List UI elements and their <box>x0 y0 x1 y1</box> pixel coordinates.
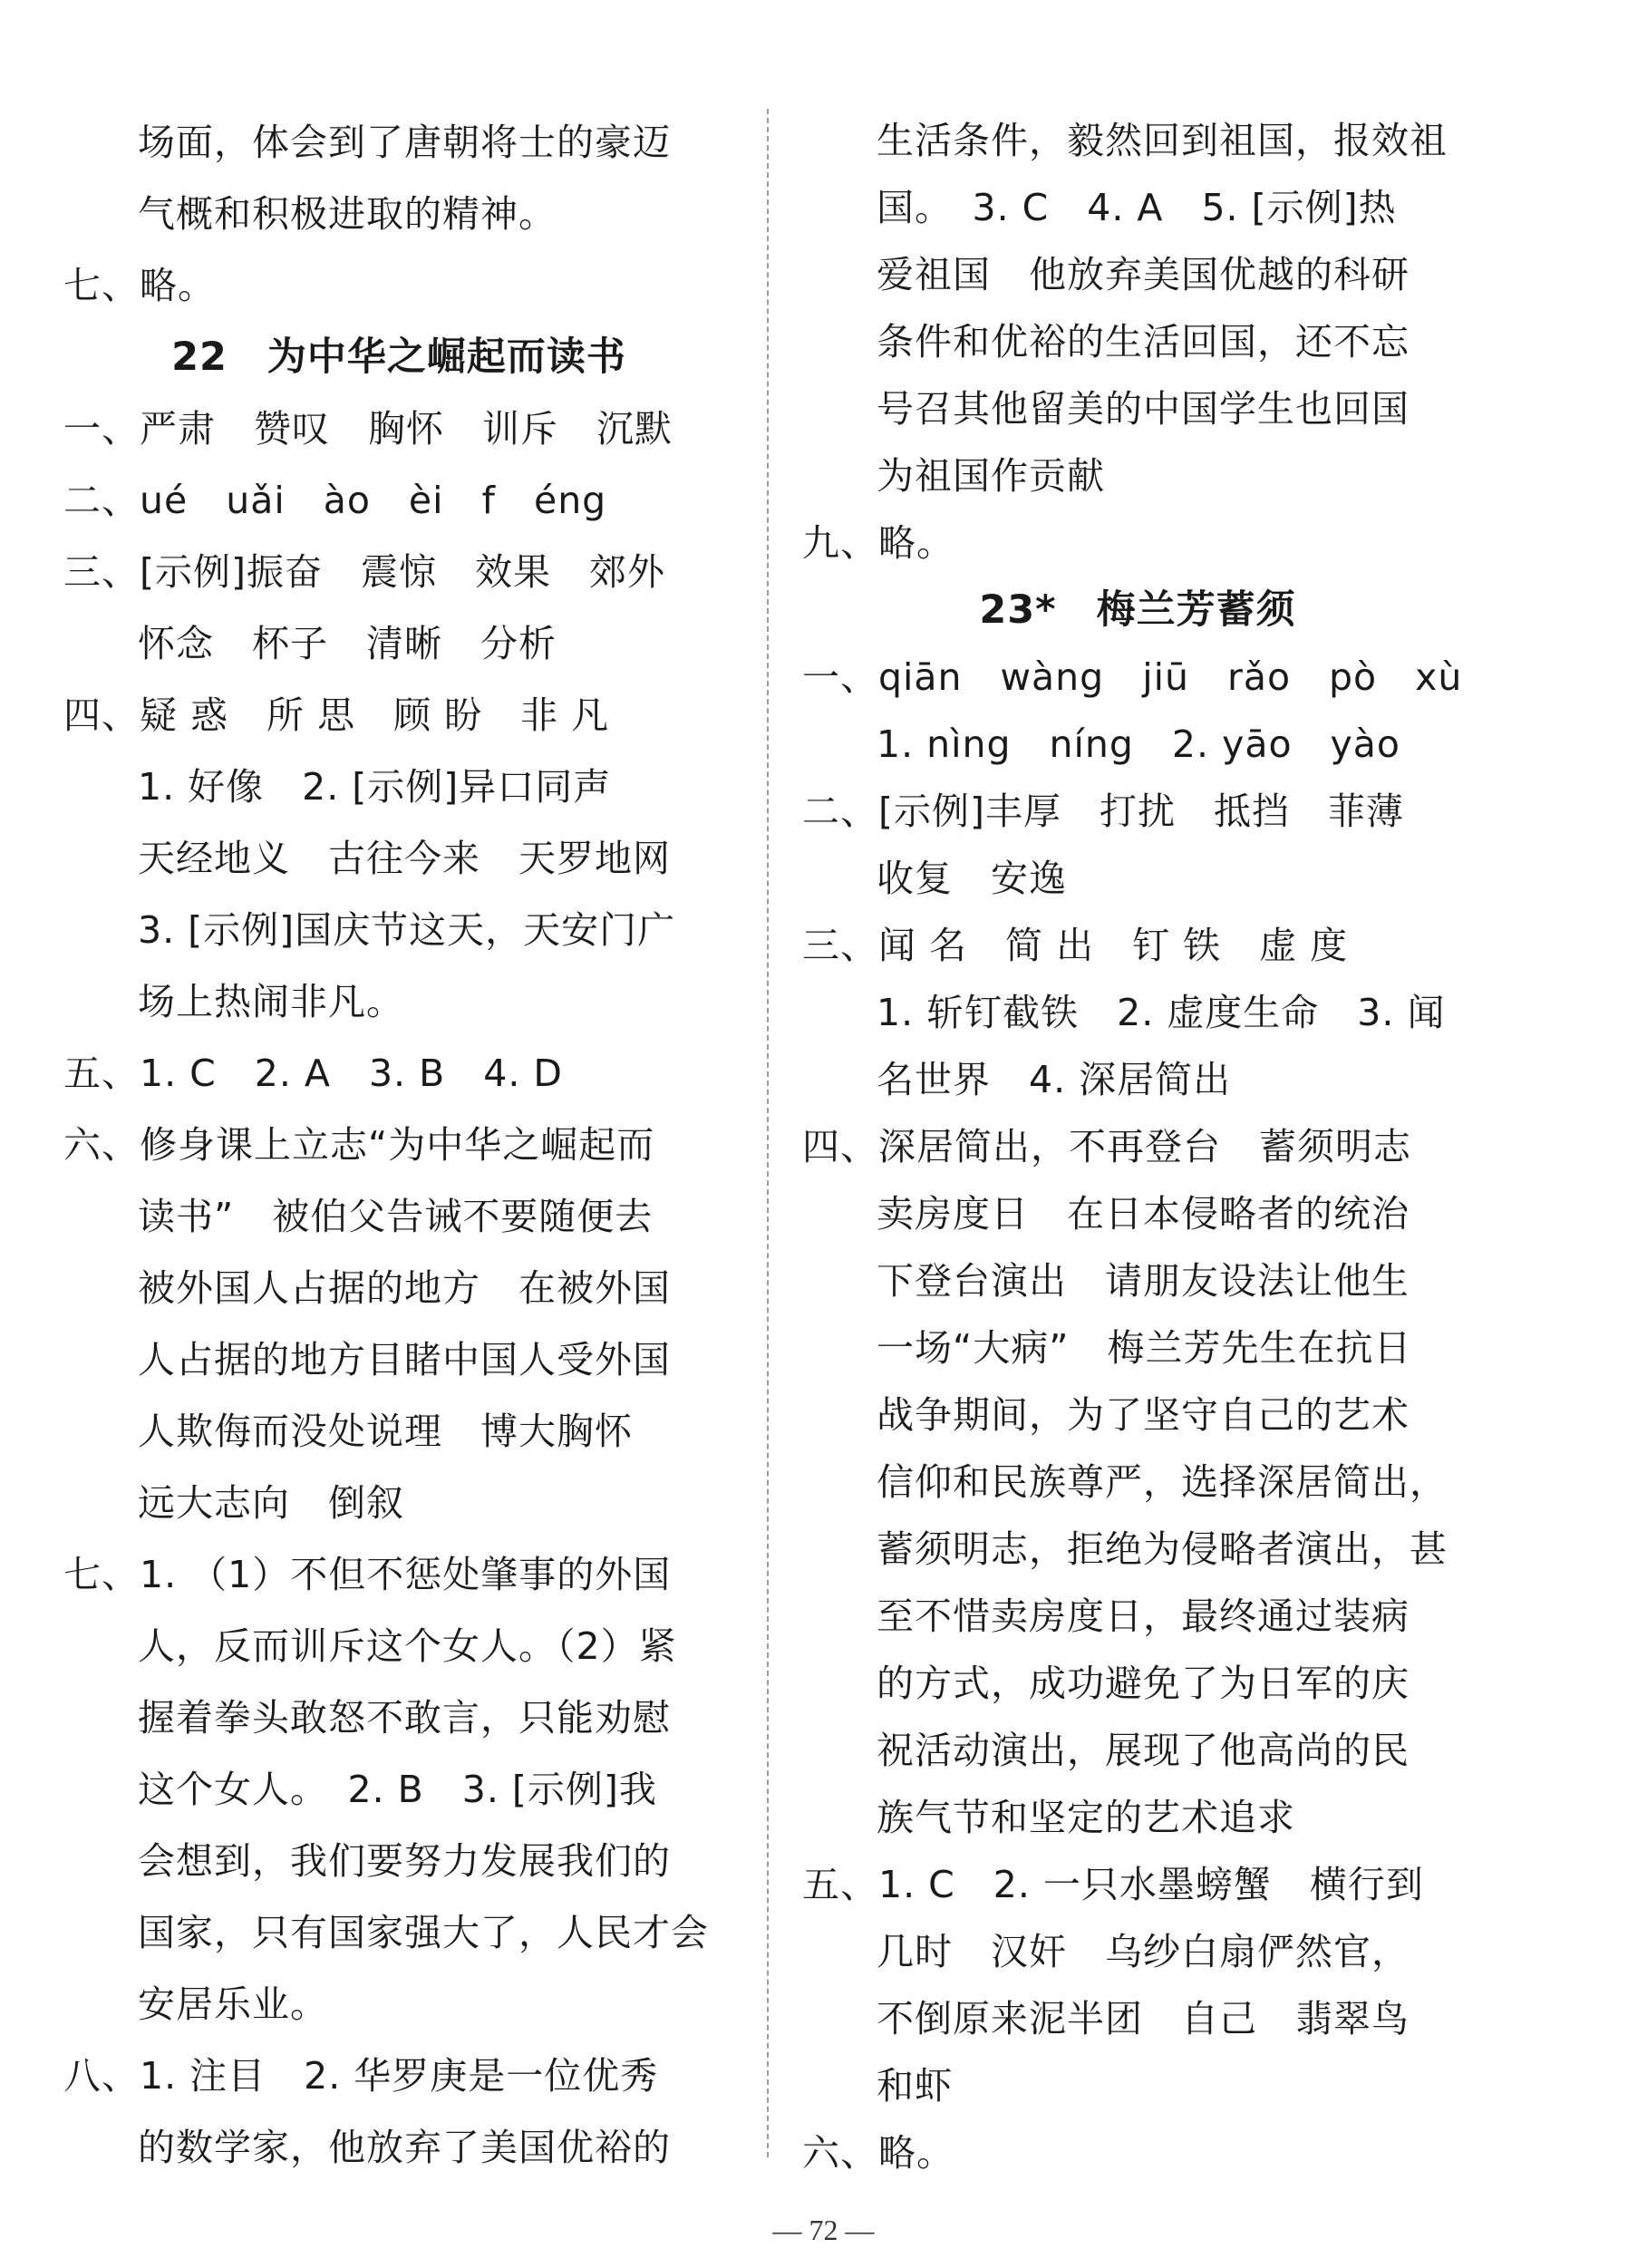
right-column <box>802 107 1473 2186</box>
text-line: 卖房度日 在日本侵略者的统治 <box>877 1192 1410 1236</box>
text-line: 名世界 4. 深居简出 <box>877 1058 1232 1101</box>
section-heading: 四、疑 惑 所 思 顾 盼 非 凡 <box>63 693 610 737</box>
text-line: 的数学家，他放弃了美国优裕的 <box>138 2126 671 2169</box>
text-line: 蓄须明志，拒绝为侵略者演出，甚 <box>877 1527 1448 1571</box>
text-line: 人欺侮而没处说理 博大胸怀 <box>138 1410 633 1453</box>
text-line: 生活条件，毅然回到祖国，报效祖 <box>877 119 1448 162</box>
text-line: 怀念 杯子 清晰 分析 <box>138 622 557 665</box>
text-line: 人，反而训斥这个女人。（2）紧 <box>138 1624 677 1668</box>
section-heading: 二、[示例]丰厚 打扰 抵挡 菲薄 <box>802 790 1404 833</box>
text-line: 读书” 被伯父告诫不要随便去 <box>138 1195 654 1238</box>
text-line: 号召其他留美的中国学生也回国 <box>877 387 1410 431</box>
text-line: 下登台演出 请朋友设法让他生 <box>877 1259 1410 1303</box>
text-line: 这个女人。 2. B 3. [示例]我 <box>138 1768 657 1811</box>
section-heading: 二、ué uǎi ào èi f éng <box>63 479 607 522</box>
text-line: 被外国人占据的地方 在被外国 <box>138 1266 671 1310</box>
text-line: 远大志向 倒叙 <box>138 1481 404 1525</box>
section-heading: 六、修身课上立志“为中华之崛起而 <box>63 1123 655 1167</box>
text-line: 1. 好像 2. [示例]异口同声 <box>138 765 612 809</box>
text-line: 至不惜卖房度日，最终通过装病 <box>877 1594 1410 1638</box>
lesson-title: 23* 梅兰芳蓄须 <box>979 587 1296 633</box>
text-line: 场上热闹非凡。 <box>138 980 404 1023</box>
lesson-title: 22 为中华之崛起而读书 <box>171 334 626 380</box>
section-heading: 五、1. C 2. A 3. B 4. D <box>63 1052 563 1095</box>
page-number: — 72 — <box>772 2214 875 2246</box>
text-line: 不倒原来泥半团 自己 翡翠鸟 <box>877 1997 1410 2040</box>
text-line: 国家，只有国家强大了，人民才会 <box>138 1911 709 1954</box>
section-heading: 七、1. （1）不但不惩处肇事的外国 <box>63 1553 672 1596</box>
text-line: 天经地义 古往今来 天罗地网 <box>138 837 671 880</box>
text-line: 几时 汉奸 乌纱白扇俨然官， <box>877 1930 1410 1973</box>
text-line: 爱祖国 他放弃美国优越的科研 <box>877 253 1410 296</box>
column-divider <box>767 109 769 2157</box>
text-line: 族气节和坚定的艺术追求 <box>877 1796 1295 1839</box>
text-line: 气概和积极进取的精神。 <box>138 192 557 236</box>
text-line: 3. [示例]国庆节这天，天安门广 <box>138 908 676 952</box>
text-line: 信仰和民族尊严，选择深居简出， <box>877 1460 1448 1504</box>
section-heading: 七、略。 <box>63 264 216 307</box>
text-line: 的方式，成功避免了为日军的庆 <box>877 1662 1410 1705</box>
text-line: 祝活动演出，展现了他高尚的民 <box>877 1729 1410 1772</box>
section-heading: 五、1. C 2. 一只水墨螃蟹 横行到 <box>802 1863 1424 1906</box>
text-line: 场面，体会到了唐朝将士的豪迈 <box>138 121 671 164</box>
text-line: 一场“大病” 梅兰芳先生在抗日 <box>877 1326 1412 1370</box>
text-line: 人占据的地方目睹中国人受外国 <box>138 1338 671 1381</box>
section-heading: 三、闻 名 简 出 钉 铁 虚 度 <box>802 924 1349 967</box>
section-heading: 四、深居简出，不再登台 蓄须明志 <box>802 1125 1411 1168</box>
section-heading: 六、略。 <box>802 2131 954 2175</box>
section-heading: 三、[示例]振奋 震惊 效果 郊外 <box>63 550 665 594</box>
text-line: 会想到，我们要努力发展我们的 <box>138 1839 671 1883</box>
text-line: 1. nìng níng 2. yāo yào <box>877 722 1401 766</box>
section-heading: 八、1. 注目 2. 华罗庚是一位优秀 <box>63 2054 659 2098</box>
section-heading: 一、qiān wàng jiū rǎo pò xù <box>802 655 1463 699</box>
text-line: 战争期间，为了坚守自己的艺术 <box>877 1393 1410 1437</box>
text-line: 和虾 <box>877 2064 953 2108</box>
section-heading: 一、严肃 赞叹 胸怀 训斥 沉默 <box>63 407 673 451</box>
text-line: 国。 3. C 4. A 5. [示例]热 <box>877 186 1397 229</box>
text-line: 1. 斩钉截铁 2. 虚度生命 3. 闻 <box>877 991 1446 1034</box>
text-line: 条件和优裕的生活回国，还不忘 <box>877 320 1410 363</box>
left-column <box>63 107 734 2184</box>
text-line: 握着拳头敢怒不敢言，只能劝慰 <box>138 1696 671 1740</box>
text-line: 安居乐业。 <box>138 1982 328 2026</box>
section-heading: 九、略。 <box>802 521 954 565</box>
text-line: 收复 安逸 <box>877 857 1067 900</box>
text-line: 为祖国作贡献 <box>877 454 1105 498</box>
